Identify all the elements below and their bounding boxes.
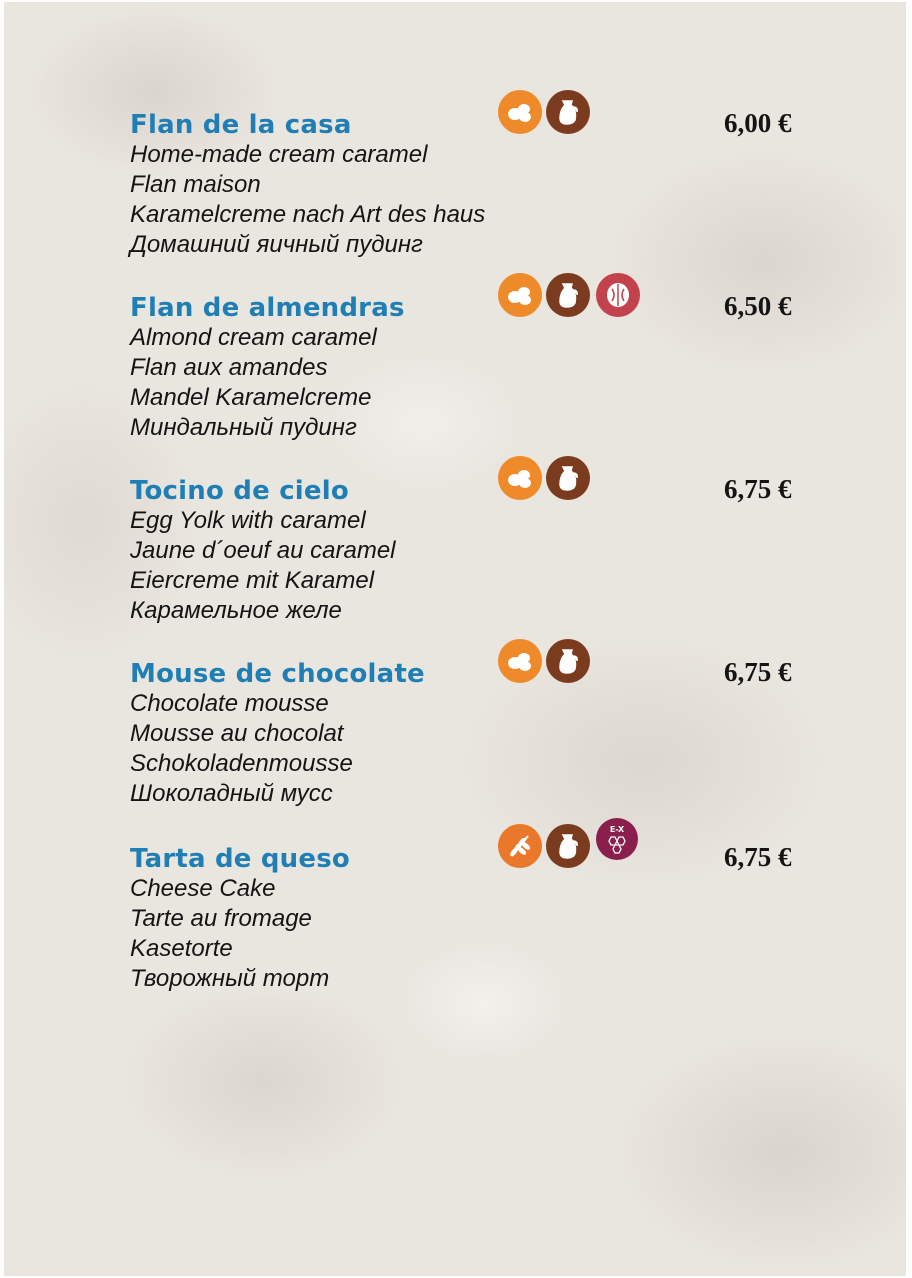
egg-icon (498, 456, 542, 500)
dish-descriptions (130, 689, 353, 809)
description-de: Eiercreme mit Karamel (130, 567, 375, 594)
milk-icon (546, 90, 590, 134)
description-de: Mandel Karamelcreme (130, 384, 372, 411)
description-ru: Творожный торт (130, 965, 330, 992)
milk-icon (546, 273, 590, 317)
milk-icon (546, 456, 590, 500)
dish-price: 6,75 € (724, 657, 792, 687)
description-ru: Карамельное желе (130, 597, 342, 624)
egg-icon (498, 639, 542, 683)
dish-name: Mouse de chocolate (130, 659, 425, 689)
description-ru: Шоколадный мусс (130, 780, 333, 807)
description-en: Almond cream caramel (130, 324, 377, 351)
description-fr: Jaune d´oeuf au caramel (130, 537, 396, 564)
dish-descriptions (130, 874, 329, 994)
description-fr: Flan maison (130, 171, 261, 198)
description-fr: Tarte au fromage (130, 905, 312, 932)
description-en: Cheese Cake (130, 875, 276, 902)
dish-descriptions (130, 323, 377, 443)
dish-price: 6,00 € (724, 108, 792, 138)
additive-label: E-X (609, 825, 625, 834)
menu-page (4, 2, 906, 1276)
egg-icon (498, 90, 542, 134)
dish-name: Flan de almendras (130, 293, 405, 323)
egg-icon (498, 273, 542, 317)
description-en: Egg Yolk with caramel (130, 507, 366, 534)
dish-name: Tocino de cielo (130, 476, 349, 506)
dish-price: 6,75 € (724, 842, 792, 872)
description-fr: Mousse au chocolat (130, 720, 344, 747)
milk-icon (546, 639, 590, 683)
description-de: Schokoladenmousse (130, 750, 353, 777)
nut-icon (596, 273, 640, 317)
dish-descriptions (130, 506, 396, 626)
description-en: Chocolate mousse (130, 690, 329, 717)
description-ru: Домашний яичный пудинг (130, 231, 423, 258)
description-de: Kasetorte (130, 935, 233, 962)
additive-icon (596, 818, 638, 860)
dish-price: 6,75 € (724, 474, 792, 504)
description-de: Karamelcreme nach Art des haus (130, 201, 486, 228)
dish-descriptions (130, 140, 485, 260)
gluten-icon (498, 824, 542, 868)
dish-price: 6,50 € (724, 291, 792, 321)
dish-name: Flan de la casa (130, 110, 352, 140)
milk-icon (546, 824, 590, 868)
description-fr: Flan aux amandes (130, 354, 328, 381)
description-ru: Миндальный пудинг (130, 414, 357, 441)
description-en: Home-made cream caramel (130, 141, 428, 168)
dish-name: Tarta de queso (130, 844, 350, 874)
